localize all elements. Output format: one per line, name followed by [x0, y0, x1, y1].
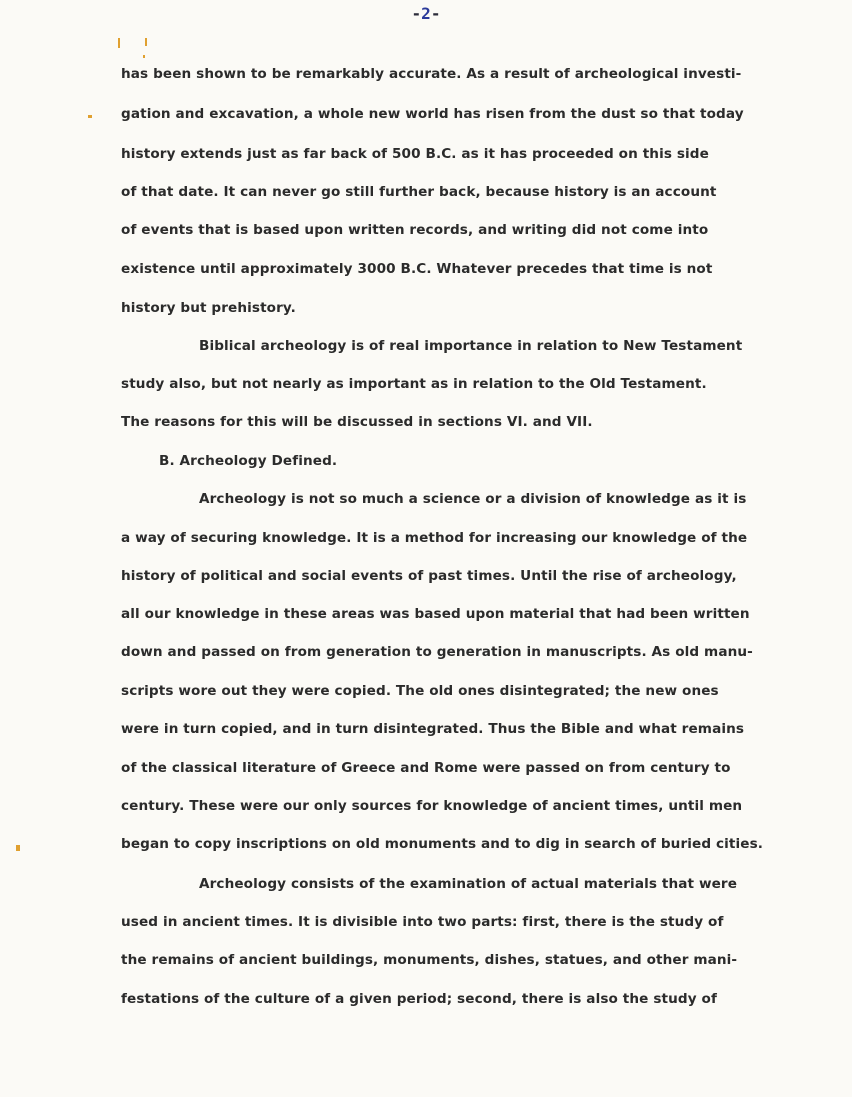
text-line: history but prehistory.	[121, 300, 296, 316]
text-line: gation and excavation, a whole new world has risen from the dust so that today	[121, 106, 744, 122]
text-line: used in ancient times. It is divisible into two parts: first, there is the study of	[121, 914, 724, 930]
text-line: history of political and social events of past times. Until the rise of archeology,	[121, 568, 737, 584]
text-line: The reasons for this will be discussed in sections VI. and VII.	[121, 414, 593, 430]
section-heading: B. Archeology Defined.	[159, 453, 338, 469]
page-number-digit: 2	[421, 4, 431, 23]
text-line: a way of securing knowledge. It is a method for increasing our knowledge of the	[121, 530, 748, 546]
margin-mark	[88, 115, 92, 118]
text-line: began to copy inscriptions on old monuments and to dig in search of buried cities.	[121, 836, 764, 852]
text-line: down and passed on from generation to generation in manuscripts. As old manu-	[121, 644, 753, 660]
paragraph-start-line: Archeology is not so much a science or a division of knowledge as it is	[199, 491, 747, 507]
page-number-dash: -	[430, 4, 441, 23]
text-line: of that date. It can never go still further back, because history is an account	[121, 184, 717, 200]
text-line: scripts wore out they were copied. The old ones disintegrated; the new ones	[121, 683, 719, 699]
text-line: all our knowledge in these areas was based upon material that had been written	[121, 606, 750, 622]
page-number-dash: -	[411, 4, 422, 23]
page-number	[0, 4, 852, 23]
margin-mark	[16, 845, 20, 851]
margin-mark	[143, 55, 145, 58]
text-line: existence until approximately 3000 B.C. Whatever precedes that time is not	[121, 261, 713, 277]
text-line: the remains of ancient buildings, monuments, dishes, statues, and other mani-	[121, 952, 738, 968]
text-line: history extends just as far back of 500 B.C. as it has proceeded on this side	[121, 146, 709, 162]
margin-mark	[118, 38, 120, 48]
text-line: of the classical literature of Greece and Rome were passed on from century to	[121, 760, 731, 776]
text-line: century. These were our only sources for knowledge of ancient times, until men	[121, 798, 743, 814]
text-line: study also, but not nearly as important as in relation to the Old Testament.	[121, 376, 707, 392]
margin-mark	[145, 38, 147, 46]
paragraph-start-line: Biblical archeology is of real importance in relation to New Testament	[199, 338, 743, 354]
text-line: were in turn copied, and in turn disintegrated. Thus the Bible and what remains	[121, 721, 745, 737]
paragraph-start-line: Archeology consists of the examination of actual materials that were	[199, 876, 738, 892]
text-line: has been shown to be remarkably accurate. As a result of archeological investi-	[121, 66, 742, 82]
text-line: festations of the culture of a given period; second, there is also the study of	[121, 991, 717, 1007]
text-line: of events that is based upon written records, and writing did not come into	[121, 222, 709, 238]
